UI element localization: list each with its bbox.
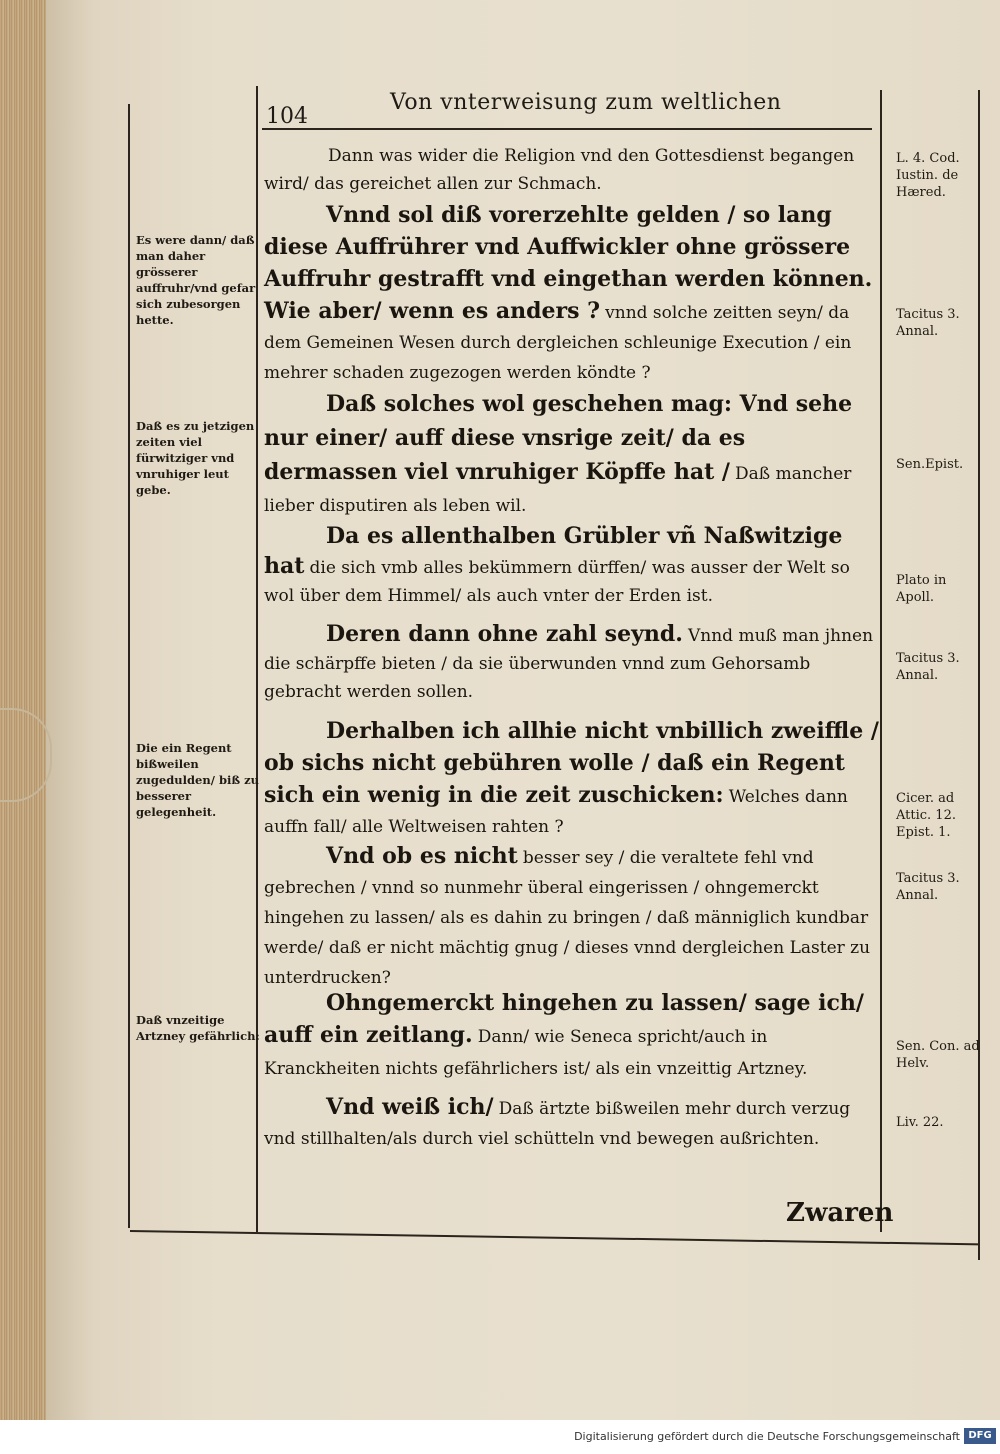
left-margin-note: Die ein Regent bißweilen zugedulden/ biß zu besserer gelegenheit. [136,741,259,819]
left-margin-note: Daß vnzeitige Artzney gefährlich: [136,1013,260,1043]
running-title: Von vnterweisung zum weltlichen [390,90,782,115]
right-margin-note: Tacitus 3. Annal. [896,307,960,339]
paragraph: Vnnd sol diß vorerzehlte gelden / so lang diese Auffrührer vnd Auffwickler ohne grössere Auffruhr gestrafft vnd eingethan werden können. Wie aber/ wenn es anders ? vnnd solche zeitten seyn/ da dem Gemeinen Wesen durch dergleichen schleunige Execution / ein mehrer schaden zugezogen werden köndte ? [264,202,873,383]
paragraph: Dann was wider die Religion vnd den Gottesdienst begangen wird/ das gereichet allen zur Schmach. [264,146,855,194]
rule-left-outer [128,104,130,1228]
right-margin-note: L. 4. Cod. Iustin. de Hæred. [896,151,960,200]
paragraph: Daß solches wol geschehen mag: Vnd sehe nur einer/ auff diese vnsrige zeit/ da es dermassen viel vnruhiger Köpffe hat / Daß mancher lieber disputiren als leben wil. [264,391,853,516]
paragraph: Vnd ob es nicht besser sey / die veraltete fehl vnd gebrechen / vnnd so nunmehr überal eingerissen / ohngemerckt hingehen zu lassen/ als es dahin zu bringen / daß männiglich kundbar werde/ daß er nicht mächtig gnug / dieses vnnd dergleichen Laster zu unterdrucken? [264,843,871,988]
digitization-credit: Digitalisierung gefördert durch die Deutsche Forschungsgemeinschaft [574,1430,960,1443]
left-margin-note: Daß es zu jetzigen zeiten viel fürwitziger vnd vnruhiger leut gebe. [136,419,255,497]
right-margin-note: Tacitus 3. Annal. [896,871,960,903]
right-margin-note: Tacitus 3. Annal. [896,651,960,683]
paragraph: Derhalben ich allhie nicht vnbillich zweiffle / ob sichs nicht gebühren wolle / daß ein Regent sich ein wenig in die zeit zuschicken: Welches dann auffn fall/ alle Weltweisen rahten ? [264,718,879,837]
dfg-logo: DFG [964,1428,996,1444]
page-number: 104 [266,104,308,129]
paragraph: Da es allenthalben Grübler vñ Naßwitzige hat die sich vmb alles bekümmern dürffen/ was ausser der Welt so wol über dem Himmel/ als auch vnter der Erden ist. [264,523,850,606]
catchword: Zwaren [786,1198,894,1228]
paragraph: Vnd weiß ich/ Daß ärtzte bißweilen mehr durch verzug vnd stillhalten/als durch viel schütteln vnd bewegen außrichten. [264,1094,851,1149]
left-margin-note: Es were dann/ daß man daher grösserer auffruhr/vnd gefar sich zubesorgen hette. [136,233,256,327]
right-margin-note: Cicer. ad Attic. 12. Epist. 1. [896,791,956,840]
right-margin-note: Sen.Epist. [896,457,964,472]
rule-right-inner [880,90,882,1232]
right-margin-note: Plato in Apoll. [896,573,947,605]
rule-header-bottom [262,128,872,130]
paragraph: Deren dann ohne zahl seynd. Vnnd muß man jhnen die schärpffe bieten / da sie überwunden vnnd zum Gehorsamb gebracht werden sollen. [264,621,874,702]
right-margin-note: Liv. 22. [896,1115,944,1130]
right-margin-note: Sen. Con. ad Helv. [896,1039,980,1071]
paragraph: Ohngemerckt hingehen zu lassen/ sage ich/ auff ein zeitlang. Dann/ wie Seneca spricht/auch in Kranckheiten nichts gefährlichers ist/ als ein vnzeittig Artzney. [264,990,864,1079]
